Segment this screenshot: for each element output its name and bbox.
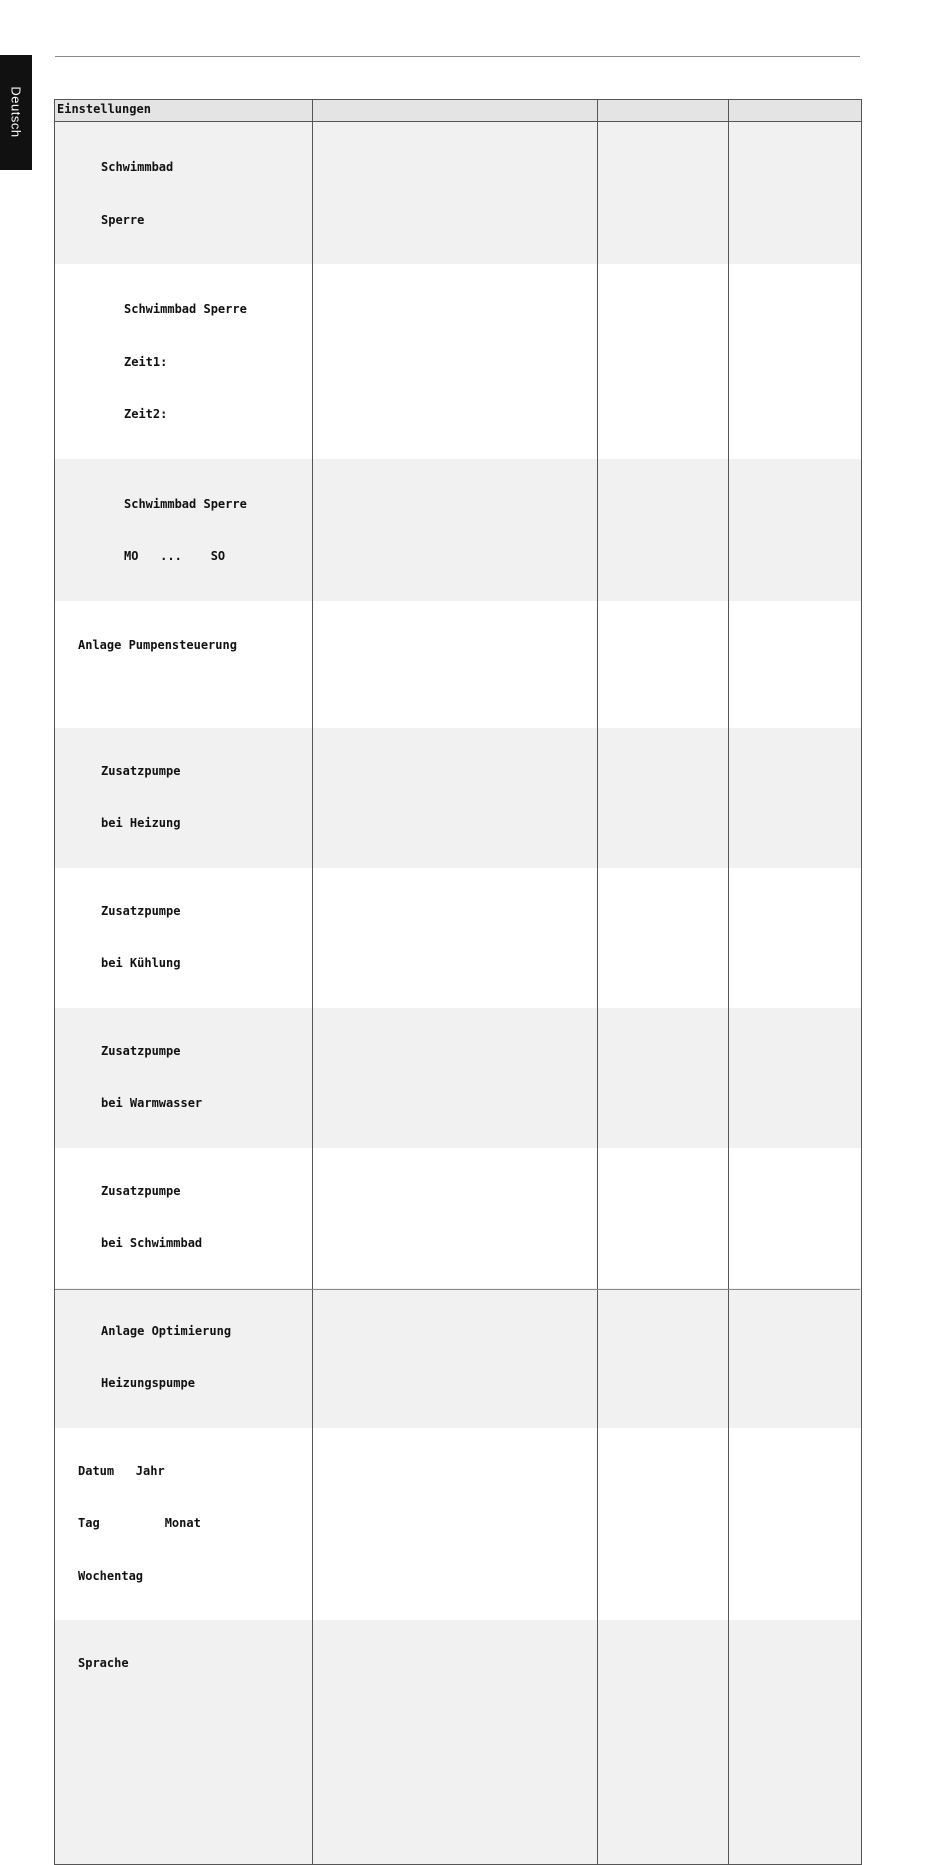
table-cell bbox=[598, 1148, 729, 1288]
table-row bbox=[55, 868, 862, 1008]
table-cell bbox=[598, 264, 729, 459]
header-cell-settings: Einstellungen bbox=[55, 100, 313, 122]
table-cell bbox=[313, 264, 598, 459]
setting-label-cell: Zusatzpumpe bei Heizung bbox=[55, 728, 313, 868]
table-cell bbox=[313, 459, 598, 601]
setting-label-cell: Anlage Optimierung Heizungspumpe bbox=[55, 1288, 313, 1428]
table-row bbox=[55, 1148, 862, 1288]
table-cell bbox=[313, 1148, 598, 1288]
table-cell bbox=[729, 264, 862, 459]
table-header-row bbox=[55, 100, 862, 122]
table-cell bbox=[598, 459, 729, 601]
header-cell-2 bbox=[313, 100, 598, 122]
table-cell bbox=[729, 1288, 862, 1428]
table-cell bbox=[729, 1620, 862, 1864]
table-cell bbox=[313, 601, 598, 728]
table-row bbox=[55, 264, 862, 459]
setting-label-cell: Schwimmbad Sperre MO ... SO bbox=[55, 459, 313, 601]
table-row bbox=[55, 459, 862, 601]
table-row bbox=[55, 1008, 862, 1148]
table-row bbox=[55, 122, 862, 265]
table-cell bbox=[313, 868, 598, 1008]
table-row bbox=[55, 1620, 862, 1864]
table-cell bbox=[313, 1008, 598, 1148]
header-cell-4 bbox=[729, 100, 862, 122]
bottom-divider bbox=[55, 1289, 860, 1290]
table-cell bbox=[598, 1428, 729, 1621]
setting-label-cell: Datum Jahr Tag Monat Wochentag bbox=[55, 1428, 313, 1621]
table-cell bbox=[729, 868, 862, 1008]
table-row bbox=[55, 1428, 862, 1621]
table-cell bbox=[598, 1620, 729, 1864]
table-cell bbox=[598, 868, 729, 1008]
table-cell bbox=[729, 459, 862, 601]
table-cell bbox=[598, 1288, 729, 1428]
table-cell bbox=[313, 728, 598, 868]
table-cell bbox=[313, 1620, 598, 1864]
table-cell bbox=[729, 1008, 862, 1148]
top-divider bbox=[55, 56, 860, 57]
table-cell bbox=[598, 122, 729, 265]
table-cell bbox=[729, 728, 862, 868]
table-row bbox=[55, 601, 862, 728]
table-row bbox=[55, 728, 862, 868]
setting-label-cell: Zusatzpumpe bei Warmwasser bbox=[55, 1008, 313, 1148]
table-cell bbox=[729, 601, 862, 728]
table-cell bbox=[729, 122, 862, 265]
table-cell bbox=[729, 1428, 862, 1621]
setting-label-cell: Sprache bbox=[55, 1620, 313, 1864]
setting-label-cell: Anlage Pumpensteuerung bbox=[55, 601, 313, 728]
table-cell bbox=[598, 728, 729, 868]
table-cell bbox=[313, 1428, 598, 1621]
setting-label-cell: Zusatzpumpe bei Schwimmbad bbox=[55, 1148, 313, 1288]
header-cell-3 bbox=[598, 100, 729, 122]
table-cell bbox=[313, 122, 598, 265]
setting-label-cell: Schwimmbad Sperre Zeit1: Zeit2: bbox=[55, 264, 313, 459]
language-tab-label: Deutsch bbox=[8, 86, 24, 138]
setting-label-cell: Zusatzpumpe bei Kühlung bbox=[55, 868, 313, 1008]
language-side-tab bbox=[0, 55, 32, 170]
table-cell bbox=[598, 601, 729, 728]
table-cell bbox=[729, 1148, 862, 1288]
setting-label-cell: Schwimmbad Sperre bbox=[55, 122, 313, 265]
table-row bbox=[55, 1288, 862, 1428]
table-cell bbox=[598, 1008, 729, 1148]
table-cell bbox=[313, 1288, 598, 1428]
settings-table bbox=[54, 99, 862, 1865]
